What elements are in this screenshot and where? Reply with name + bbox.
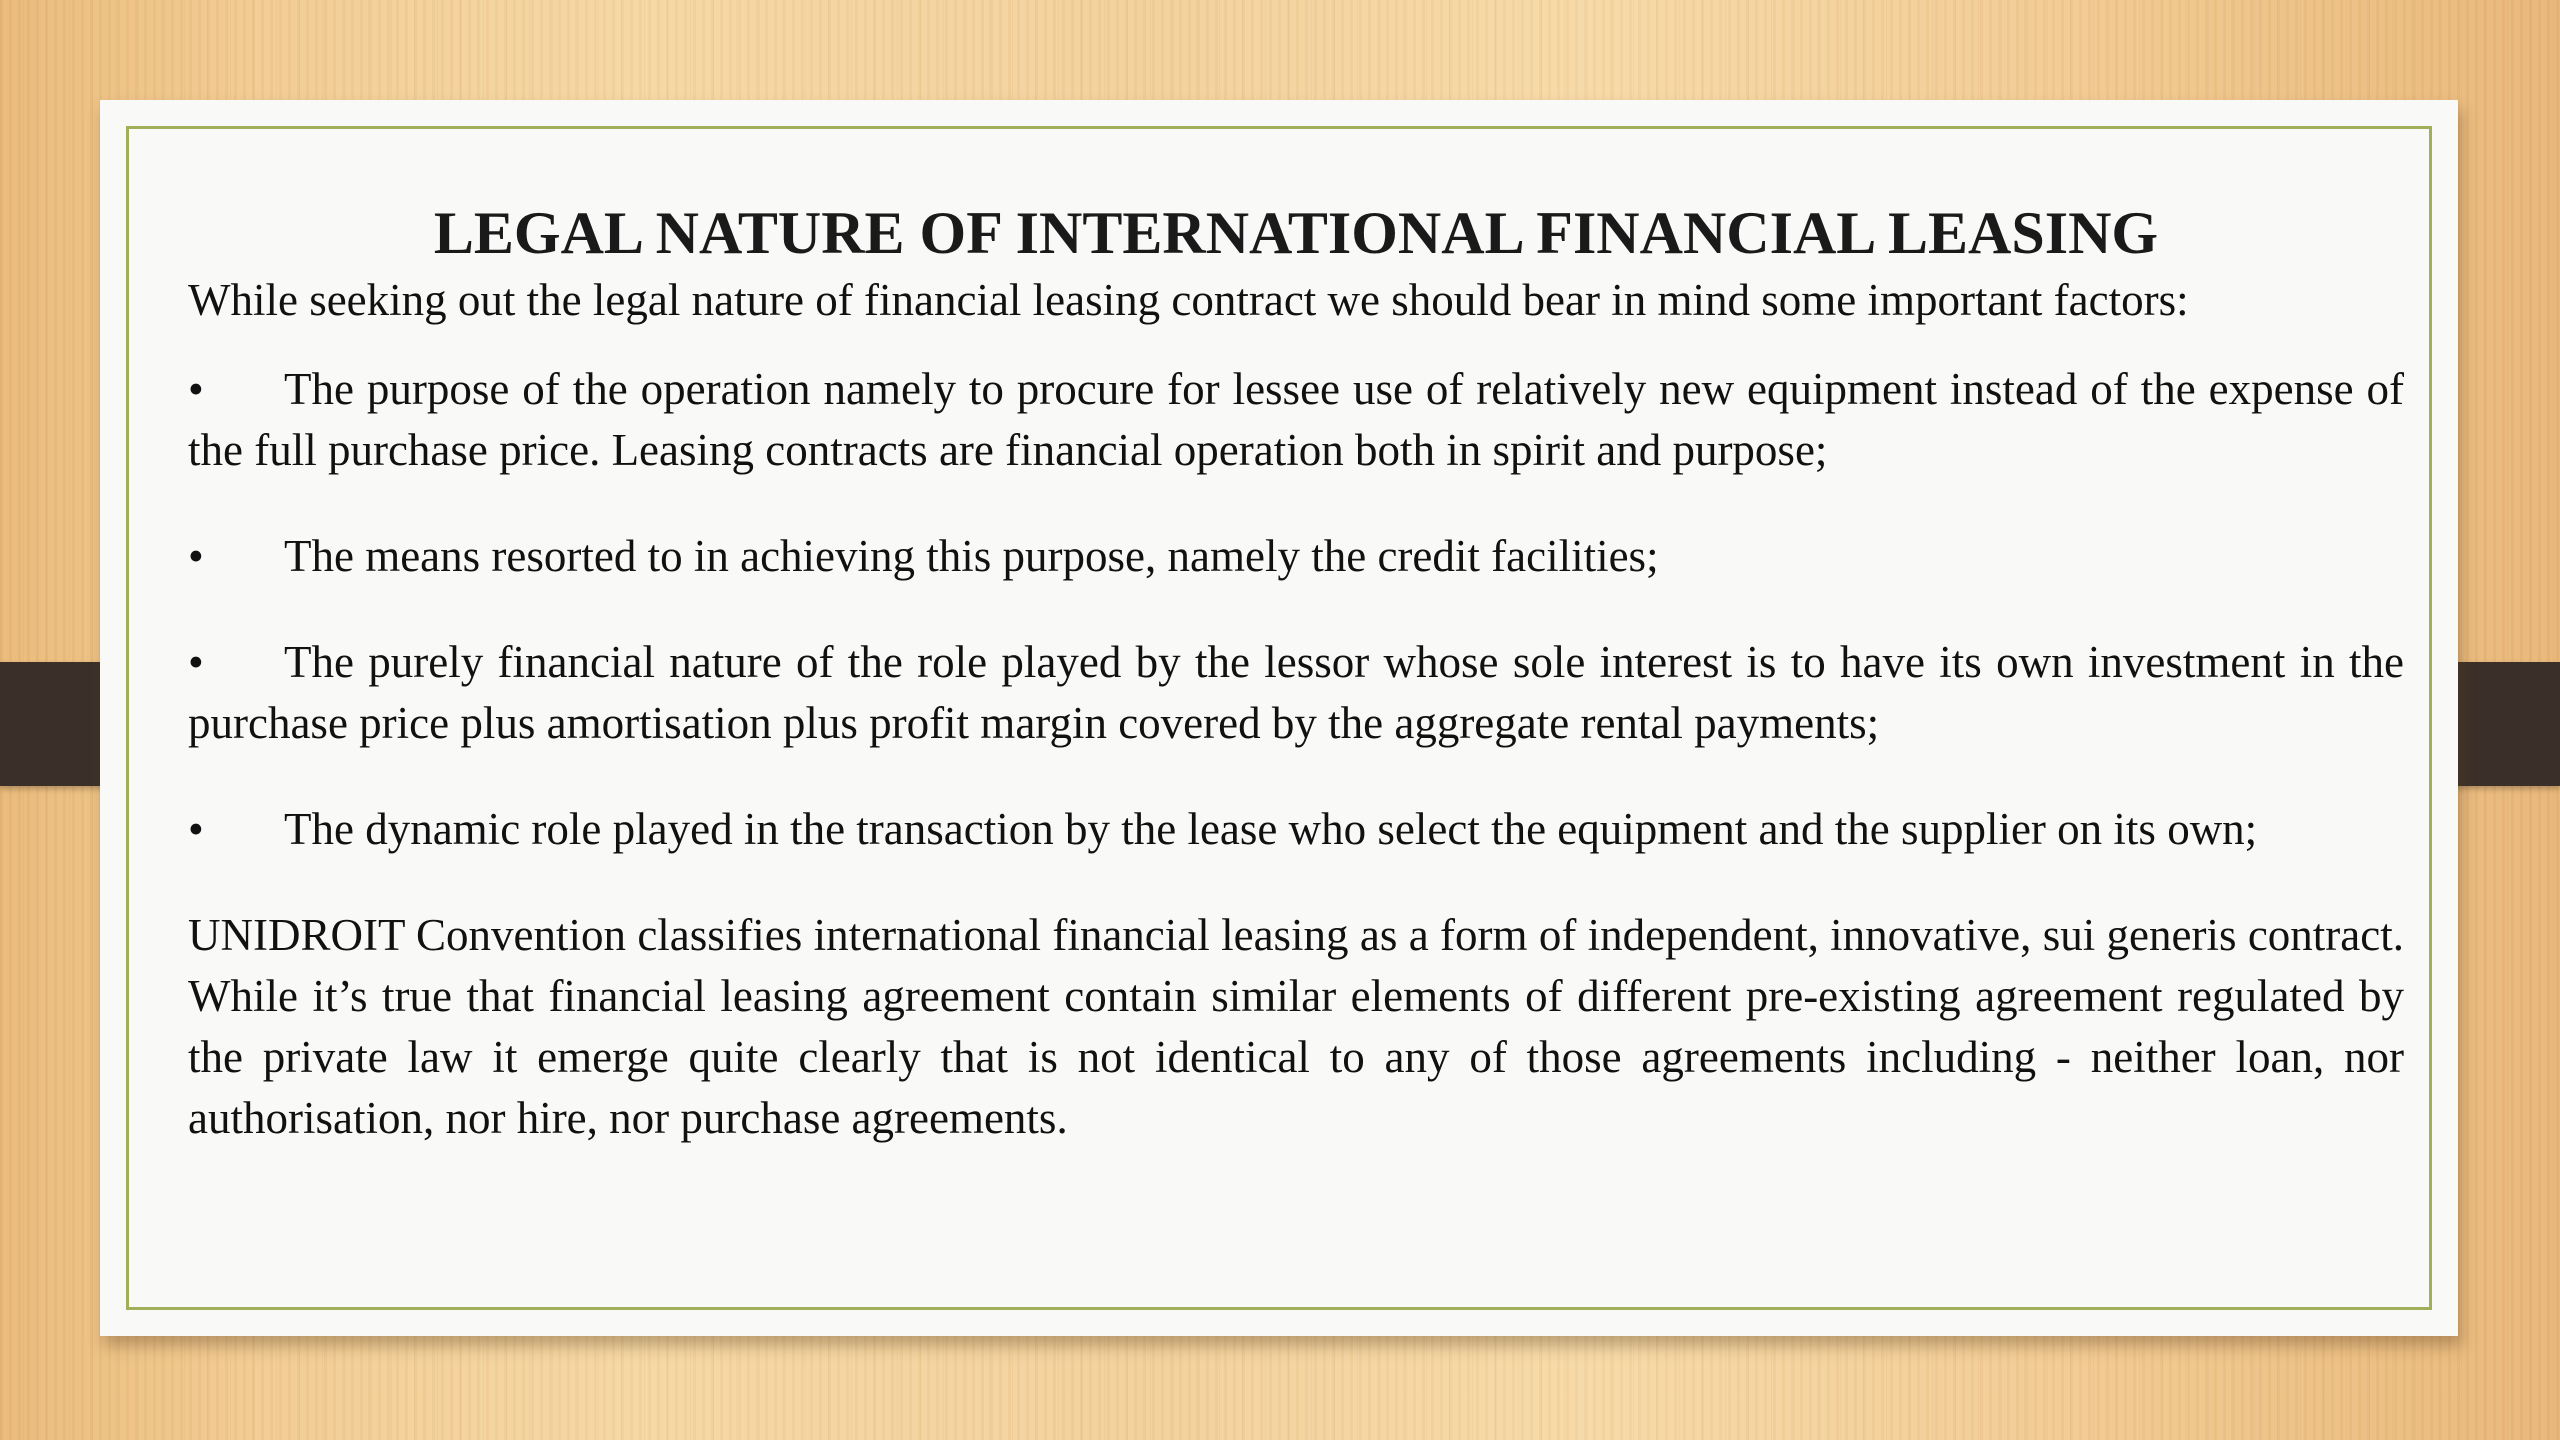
bullet-item (188, 359, 2404, 481)
bullet-item (188, 526, 2404, 587)
conclusion-paragraph: UNIDROIT Convention classifies international financial leasing as a form of independent, innovative, sui generis contract. While it’s true that financial leasing agreement contain similar elements of different pre-existing agreement regulated by the private law it emerge quite clearly that is not identical to any of those agreements including - neither loan, nor authorisation, nor hire, nor purchase agreements. (188, 910, 2404, 1143)
slide-content (188, 196, 2404, 1149)
bullet-text: The means resorted to in achieving this purpose, namely the credit facilities; (284, 531, 1659, 581)
bullet-text: The purely financial nature of the role played by the lessor whose sole interest is to have its own investment in the purchase price plus amortisation plus profit margin covered by the aggregate rental payments; (188, 637, 2404, 748)
bullet-marker: • (188, 804, 204, 854)
slide-card (100, 100, 2458, 1336)
bullet-item (188, 799, 2404, 860)
bullet-marker: • (188, 637, 204, 687)
bullet-marker: • (188, 531, 204, 581)
bullet-item (188, 632, 2404, 754)
intro-paragraph: While seeking out the legal nature of financial leasing contract we should bear in mind some important factors: (188, 275, 2189, 325)
bullet-marker: • (188, 364, 204, 414)
bullet-text: The purpose of the operation namely to procure for lessee use of relatively new equipment instead of the expense of the full purchase price. Leasing contracts are financial operation both in spirit and purpose; (188, 364, 2404, 475)
bullet-text: The dynamic role played in the transaction by the lease who select the equipment and the supplier on its own; (284, 804, 2258, 854)
slide-title: LEGAL NATURE OF INTERNATIONAL FINANCIAL LEASING (433, 200, 2159, 266)
